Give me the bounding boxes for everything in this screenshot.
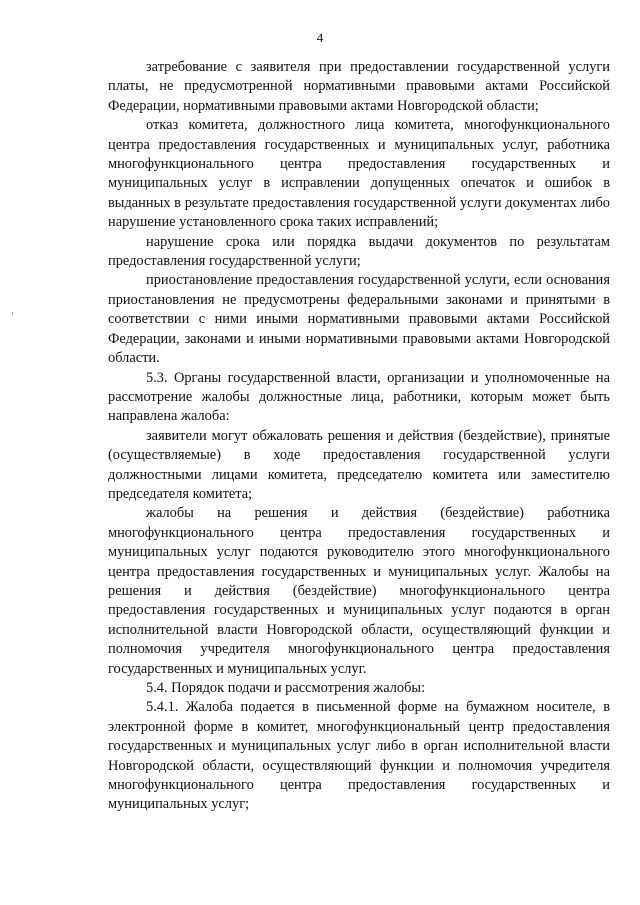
paragraph-mfc-complaints: жалобы на решения и действия (бездействие) работника многофункционального центра предоставления государственных и муниципальных услуг подаются руководителю этого многофункционального центра предоставления государственных и муниципальных услуг. Жалобы на решения и действия (бездействие) многофункционального центра предоставления государственных и муниципальных услуг подаются в орган исполнительной власти Новгородской области, осуществляющий функции и полномочия учредителя многофункционального центра предоставления государственных и муниципальных услуг. — [108, 505, 610, 677]
paragraph-appeal-to-chairman: заявители могут обжаловать решения и действия (бездействие), принятые (осуществляемые) в ходе предоставления государственной услуги должностными лицами комитета, председателю комитета или заместителю председателя комитета; — [108, 427, 610, 502]
paragraph-section-5-4-1: 5.4.1. Жалоба подается в письменной форме на бумажном носителе, в электронной форме в комитет, многофункциональный центр предоставления государственных и муниципальных услуг либо в орган исполнительной власти Новгородской области, осуществляющий функции и полномочия учредителя многофункционального центра предоставления государственных и муниципальных услуг; — [108, 699, 610, 813]
paragraph-fee-demand: затребование с заявителя при предоставлении государственной услуги платы, не предусмотренной нормативными правовыми актами Российской Федерации, нормативными правовыми актами Новгородской области; — [108, 59, 610, 114]
paragraph-issuance-violation: нарушение срока или порядка выдачи документов по результатам предоставления государственной услуги; — [108, 233, 610, 270]
paragraph-section-5-3: 5.3. Органы государственной власти, организации и уполномоченные на рассмотрение жалобы должностные лица, работники, которым может быть направлена жалоба: — [108, 369, 610, 425]
paragraph-correction-refusal: отказ комитета, должностного лица комитета, многофункционального центра предоставления государственных и муниципальных услуг, работника многофункционального центра предоставления государственных и муниципальных услуг в исправлении допущенных опечаток и ошибок в выданных в результате предоставления государственной услуги документах либо нарушение установленного срока таких исправлений; — [108, 117, 610, 231]
paragraph-section-5-4: 5.4. Порядок подачи и рассмотрения жалобы: — [146, 680, 426, 696]
paragraph-suspension: приостановление предоставления государственной услуги, если основания приостановления не предусмотрены федеральными законами и принятыми в соответствии с ними иными нормативными правовыми актами Российской Федерации, законами и иными нормативными правовыми актами Новгородской области. — [108, 272, 610, 367]
document-body — [108, 58, 610, 815]
margin-mark — [12, 312, 13, 315]
page-number: 4 — [316, 30, 324, 45]
